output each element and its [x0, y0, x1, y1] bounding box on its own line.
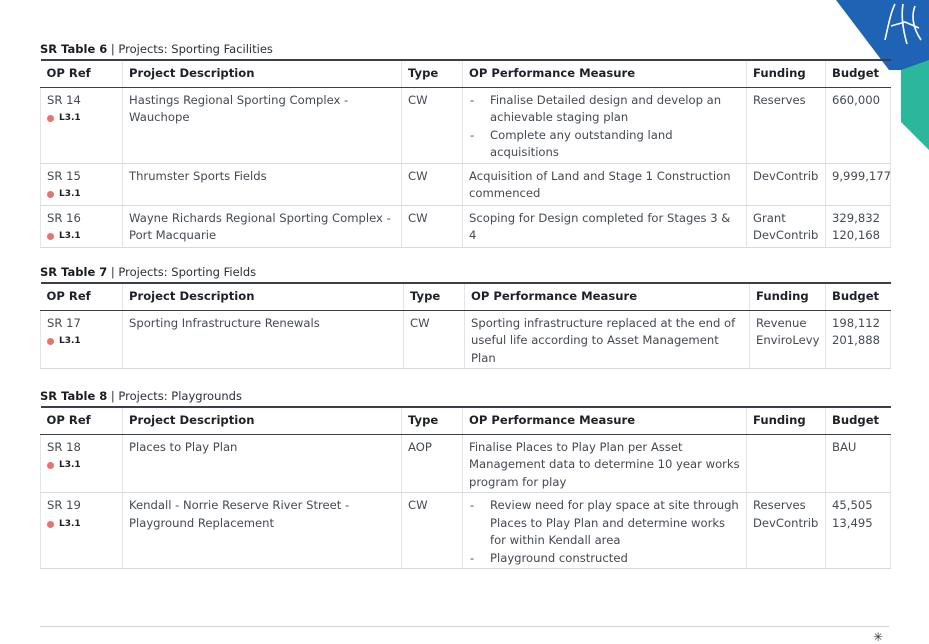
level-code: L3.1	[59, 336, 81, 346]
table-playgrounds	[40, 406, 891, 569]
header-op-performance-measure: OP Performance Measure	[463, 60, 747, 87]
table-8-title: SR Table 8 | Projects: Playgrounds	[40, 389, 242, 403]
measure-item: - Finalise Detailed design and develop an achievable staging plan	[469, 92, 740, 127]
level-dot-icon	[47, 233, 54, 240]
measure-item: - Complete any outstanding land acquisitions	[469, 127, 740, 162]
footer-divider	[40, 626, 889, 627]
project-description: Hastings Regional Sporting Complex - Wauchope	[123, 87, 402, 163]
project-type: CW	[402, 493, 463, 569]
table-row	[41, 205, 891, 247]
project-description: Wayne Richards Regional Sporting Complex - Port Macquarie	[123, 205, 402, 247]
header-type: Type	[404, 283, 465, 310]
project-type: CW	[404, 310, 465, 369]
header-op-ref: OP Ref	[41, 407, 123, 434]
project-description: Places to Play Plan	[123, 434, 402, 493]
level-code: L3.1	[59, 460, 81, 470]
budget-value: 198,112	[832, 315, 880, 330]
level-code: L3.1	[59, 231, 81, 241]
performance-measure: Finalise Places to Play Plan per Asset Management data to determine 10 year works program for play	[463, 434, 747, 493]
table-7-title: SR Table 7 | Projects: Sporting Fields	[40, 265, 257, 279]
level-dot-icon	[47, 521, 54, 528]
table-row	[41, 87, 891, 163]
header-op-performance-measure: OP Performance Measure	[463, 407, 747, 434]
op-ref: SR 16	[47, 210, 81, 225]
project-description: Sporting Infrastructure Renewals	[123, 310, 404, 369]
funding-source: DevContrib	[753, 515, 819, 530]
asterisk-icon: ✳	[872, 630, 883, 644]
level-code: L3.1	[59, 518, 81, 529]
project-type: CW	[402, 205, 463, 247]
project-type: CW	[402, 87, 463, 163]
performance-measure: Scoping for Design completed for Stages 3 & 4	[463, 205, 747, 247]
header-type: Type	[402, 407, 463, 434]
header-project-description: Project Description	[123, 60, 402, 87]
table-sporting-fields	[40, 282, 891, 369]
project-type: CW	[402, 163, 463, 205]
budget-value: BAU	[832, 439, 857, 454]
op-ref: SR 14	[47, 92, 81, 107]
header-funding: Funding	[747, 407, 826, 434]
level-code: L3.1	[59, 113, 81, 123]
table-row	[41, 493, 891, 569]
funding-source: DevContrib	[753, 228, 819, 242]
level-dot-icon	[47, 191, 54, 198]
table-sporting-facilities	[40, 59, 891, 248]
op-ref: SR 17	[47, 315, 81, 330]
header-budget: Budget	[826, 60, 891, 87]
table-row	[41, 163, 891, 205]
table-row	[41, 434, 891, 493]
project-type: AOP	[402, 434, 463, 493]
budget-value: 120,168	[832, 228, 880, 242]
op-ref: SR 19	[47, 498, 81, 512]
header-project-description: Project Description	[123, 283, 404, 310]
performance-measure: Sporting infrastructure replaced at the end of useful life according to Asset Management Plan	[465, 310, 750, 369]
funding-source: Reserves	[753, 92, 806, 107]
funding-source: EnviroLevy	[756, 333, 820, 347]
level-dot-icon	[47, 115, 54, 122]
funding-source: DevContrib	[753, 168, 819, 183]
budget-value: 201,888	[832, 333, 880, 347]
header-funding: Funding	[750, 283, 826, 310]
project-description: Kendall - Norrie Reserve River Street - Playground Replacement	[123, 493, 402, 569]
budget-value: 660,000	[832, 92, 880, 107]
header-op-ref: OP Ref	[41, 60, 123, 87]
funding-source: Reserves	[753, 498, 806, 512]
header-op-performance-measure: OP Performance Measure	[465, 283, 750, 310]
level-code: L3.1	[59, 189, 81, 199]
op-ref: SR 18	[47, 439, 81, 454]
header-type: Type	[402, 60, 463, 87]
measure-item: - Playground constructed	[469, 550, 740, 568]
funding-source: Revenue	[756, 315, 807, 330]
funding-source: Grant	[753, 210, 786, 225]
performance-measure: Acquisition of Land and Stage 1 Construction commenced	[463, 163, 747, 205]
budget-value: 9,999,177	[832, 168, 892, 183]
header-budget: Budget	[826, 407, 891, 434]
level-dot-icon	[47, 462, 54, 469]
header-funding: Funding	[747, 60, 826, 87]
budget-value: 329,832	[832, 210, 880, 225]
table-6-title: SR Table 6 | Projects: Sporting Facilities	[40, 42, 273, 56]
funding-cell	[747, 434, 826, 493]
header-project-description: Project Description	[123, 407, 402, 434]
level-dot-icon	[47, 338, 54, 345]
budget-value: 45,505	[832, 498, 873, 512]
budget-value: 13,495	[832, 515, 873, 530]
table-row	[41, 310, 891, 369]
project-description: Thrumster Sports Fields	[123, 163, 402, 205]
measure-item: - Review need for play space at site through Places to Play Plan and determine works for within Kendall area	[469, 497, 740, 550]
header-op-ref: OP Ref	[41, 283, 123, 310]
header-budget: Budget	[826, 283, 891, 310]
op-ref: SR 15	[47, 168, 81, 183]
